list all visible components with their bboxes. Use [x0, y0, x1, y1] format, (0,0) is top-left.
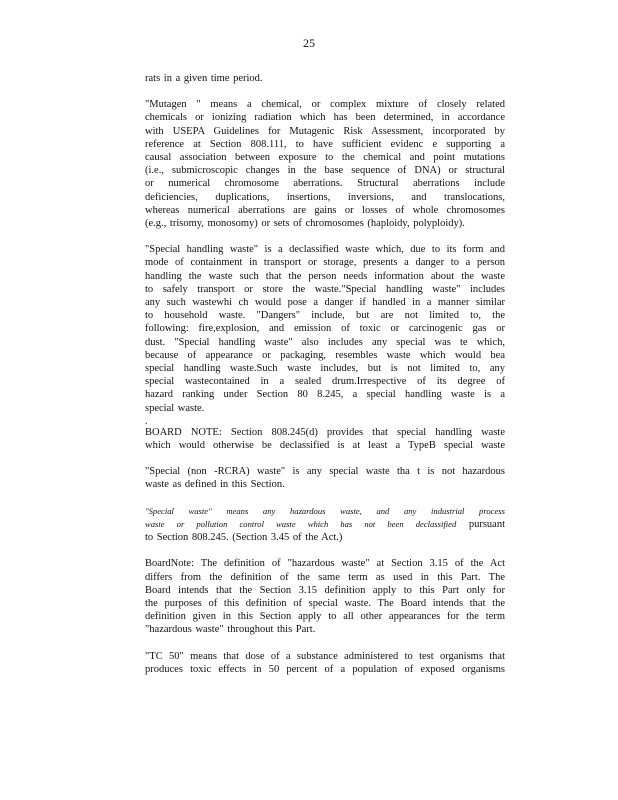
definition-special-waste: [145, 505, 505, 545]
page-body: [145, 72, 505, 689]
text-line: Board intends that the Section 3.15 definition apply to this Part only for: [145, 584, 505, 596]
text-line: to Section 808.245. (Section 3.45 of the Act.): [145, 532, 343, 544]
italic-text: waste or pollution control waste which has not been declassified: [145, 518, 457, 529]
text-line: (i.e., submicroscopic changes in the base sequence of DNA) or structural: [145, 165, 505, 177]
text-line: which would otherwise be declassified is at least a TypeB special waste: [145, 440, 505, 452]
text-line: chemicals or ionizing radiation which has been determined, in accordance: [145, 112, 505, 124]
text-line: "Mutagen " means a chemical, or complex mixture of closely related: [145, 99, 505, 111]
text-line: special handling waste.Such waste includes, but is not limited to, any: [145, 363, 505, 375]
text-line: to safely transport or store the waste."Special handling waste" includes: [145, 283, 505, 295]
text-line-mixed: [145, 518, 505, 531]
text-line: because of appearance or packaging, resembles waste which would bea: [145, 349, 505, 361]
text-line: reference at Section 808.111, to have sufficient evidenc e supporting a: [145, 138, 505, 150]
text-line: "Special waste" means any hazardous waste, and any industrial process: [145, 505, 505, 516]
stray-dot: .: [145, 415, 148, 427]
definition-mutagen: [145, 98, 505, 230]
text-line: causal association between exposure to the chemical and point mutations: [145, 152, 505, 164]
definition-special-non-rcra-waste: [145, 465, 505, 491]
page-number: 25: [303, 36, 315, 50]
text-line: any such wastewhi ch would pose a danger if handled in a manner similar: [145, 297, 505, 309]
definition-special-handling-waste: [145, 243, 505, 415]
paragraph-continuation: [145, 72, 505, 85]
board-note-special-handling: [145, 415, 505, 452]
text-line: "Special (non -RCRA) waste" is any special waste tha t is not hazardous: [145, 466, 505, 478]
text-line: waste as defined in this Section.: [145, 479, 285, 491]
text-line: the purposes of this definition of special waste. The Board intends that the: [145, 597, 505, 609]
text-line: special wastecontained in a sealed drum.Irrespective of its degree of: [145, 376, 505, 388]
text-line: special waste.: [145, 402, 205, 414]
text-line: whereas numerical aberrations are gains or losses of whole chromosomes: [145, 204, 505, 216]
text-line: "Special handling waste" is a declassified waste which, due to its form and: [145, 244, 505, 256]
text-line: following: fire,explosion, and emission of toxic or carcinogenic gas or: [145, 323, 505, 335]
text-line: differs from the definition of the same term as used in this Part. The: [145, 571, 505, 583]
text-line: to household waste. "Dangers" include, but are not limited to, the: [145, 310, 505, 322]
text-line: "hazardous waste" throughout this Part.: [145, 624, 316, 636]
text-line: dust. "Special handling waste" also includes any special was te which,: [145, 336, 505, 348]
text-line: definition given in this Section apply to all other appearances for the term: [145, 611, 505, 623]
text-line: mode of containment in transport or storage, presents a danger to a person: [145, 257, 505, 269]
definition-tc50: [145, 650, 505, 676]
text-line: with USEPA Guidelines for Mutagenic Risk Assessment, incorporated by: [145, 125, 505, 137]
text-line: BoardNote: The definition of "hazardous waste" at Section 3.15 of the Act: [145, 558, 505, 570]
text-fragment: pursuant: [468, 518, 505, 530]
text-line: deficiencies, duplications, insertions, inversions, and translocations,: [145, 191, 505, 203]
text-line: hazard ranking under Section 80 8.245, a special handling waste is a: [145, 389, 505, 401]
board-note-hazardous-waste: [145, 557, 505, 636]
text-line: (e.g., trisomy, monosomy) or sets of chromosomes (haploidy, polyploidy).: [145, 218, 465, 230]
text-line: rats in a given time period.: [145, 73, 263, 84]
text-line: or numerical chromosome aberrations. Structural aberrations include: [145, 178, 505, 190]
text-line: handling the waste such that the person needs information about the waste: [145, 270, 505, 282]
text-line: BOARD NOTE: Section 808.245(d) provides that special handling waste: [145, 426, 505, 438]
text-line: "TC 50" means that dose of a substance administered to test organisms that: [145, 650, 505, 662]
text-line: produces toxic effects in 50 percent of a population of exposed organisms: [145, 663, 505, 675]
